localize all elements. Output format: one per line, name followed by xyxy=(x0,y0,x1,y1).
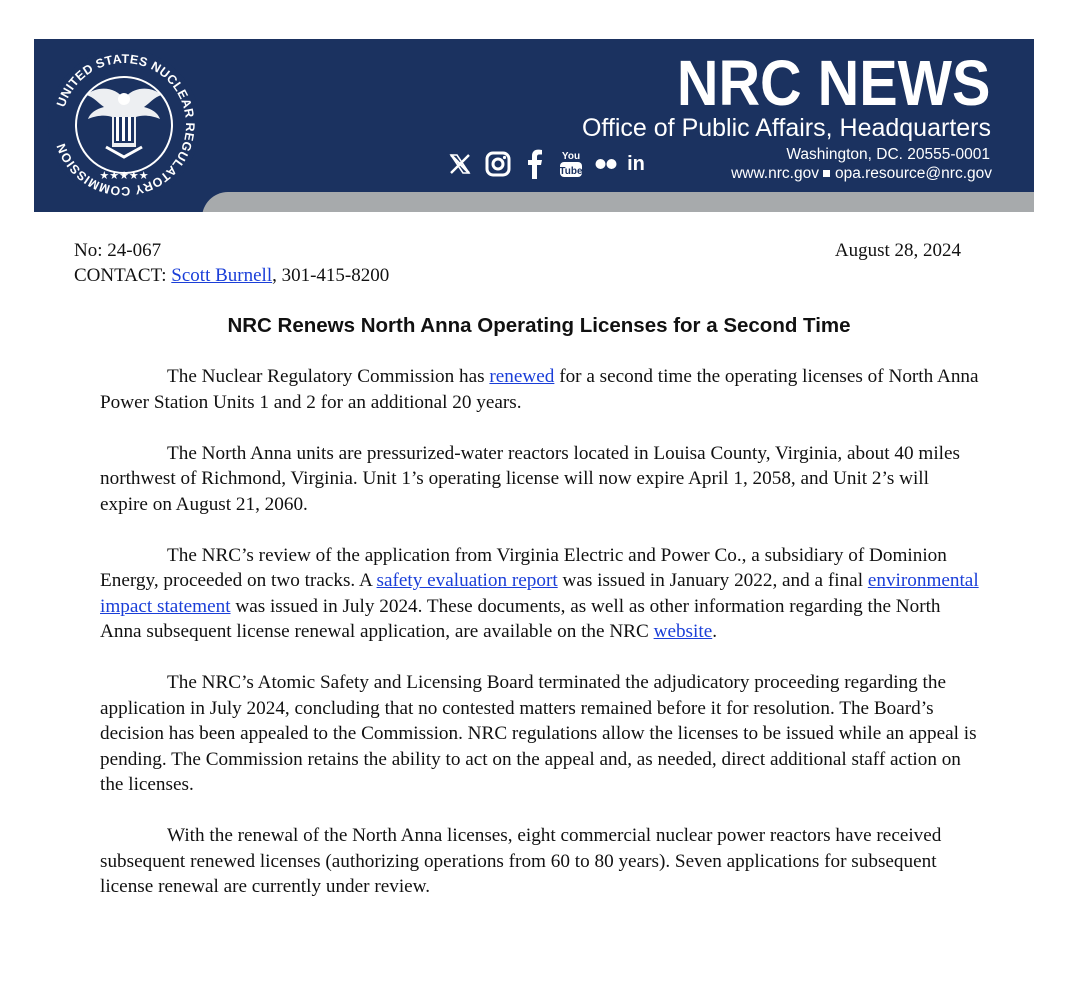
instagram-icon[interactable] xyxy=(478,149,518,179)
brand-contact-line xyxy=(731,165,992,183)
paragraph-1 xyxy=(100,364,980,415)
brand-subtitle: Office of Public Affairs, Headquarters xyxy=(581,114,991,142)
paragraph-4: The NRC’s Atomic Safety and Licensing Board terminated the adjudicatory proceeding regarding the application in July 2024, concluding that no contested matters remained before it for resolution. The Board’s decision has been appealed to the Commission. NRC regulations allow the licenses to be issued while an appeal is pending. The Commission retains the ability to act on the appeal and, as needed, direct additional staff action on the licenses. xyxy=(100,672,977,795)
linkedin-icon[interactable]: in xyxy=(627,152,645,175)
contact-label: CONTACT: xyxy=(74,265,167,286)
svg-text:Tube: Tube xyxy=(559,166,583,177)
brand-title: NRC NEWS xyxy=(676,47,990,119)
paragraph-text: for a second time the operating licenses of North Anna Power Station Units 1 and 2 for an additional 20 years. xyxy=(100,366,979,413)
paragraph-text: The Nuclear Regulatory Commission has xyxy=(167,366,490,387)
banner-band xyxy=(202,192,1034,212)
headline: NRC Renews North Anna Operating Licenses for a Second Time xyxy=(227,314,851,337)
brand-address: Washington, DC. 20555-0001 xyxy=(786,146,990,163)
separator-square xyxy=(823,170,830,177)
paragraph-2: The North Anna units are pressurized-water reactors located in Louisa County, Virginia, about 40 miles northwest of Richmond, Virginia. Unit 1’s operating license will now expire April 1, 2058, and Unit 2’s will expire on August 21, 2060. xyxy=(100,442,960,515)
paragraph-text: The NRC’s review of the application from Virginia Electric and Power Co., a subsidiary of Dominion Energy, proceeded on two tracks. A xyxy=(100,544,947,591)
svg-text:★★★★★: ★★★★★ xyxy=(99,169,149,182)
facebook-icon[interactable] xyxy=(518,149,552,179)
release-number: No: 24-067 xyxy=(74,240,162,261)
release-date: August 28, 2024 xyxy=(834,240,961,261)
x-icon[interactable] xyxy=(442,149,478,179)
renewed-link[interactable]: renewed xyxy=(489,366,555,387)
email-link[interactable]: opa.resource@nrc.gov xyxy=(834,165,992,182)
flickr-icon[interactable] xyxy=(590,149,622,179)
environmental-impact-statement-link[interactable]: environmental impact statement xyxy=(100,570,979,617)
header-banner xyxy=(34,39,1034,212)
paragraph-3 xyxy=(100,543,980,645)
paragraph-text: . xyxy=(712,621,718,642)
contact-name-link[interactable]: Scott Burnell xyxy=(171,265,273,286)
svg-text:You: You xyxy=(561,151,581,162)
paragraph-text: was issued in January 2022, and a final xyxy=(557,570,868,591)
website-link[interactable]: www.nrc.gov xyxy=(731,165,819,182)
article-body xyxy=(100,364,980,925)
youtube-icon[interactable] xyxy=(552,149,590,179)
paragraph-5: With the renewal of the North Anna licenses, eight commercial nuclear power reactors have received subsequent renewed licenses (authorizing operations from 60 to 80 years). Seven applications for subsequent license renewal are currently under review. xyxy=(100,825,942,897)
paragraph-text: was issued in July 2024. These documents, as well as other information regarding the North Anna subsequent license renewal application, are available on the NRC xyxy=(100,595,941,642)
contact-phone: , 301-415-8200 xyxy=(272,265,390,286)
svg-text:UNITED STATES NUCLEAR REGULATO: UNITED STATES NUCLEAR REGULATORY COMMISSION xyxy=(53,51,198,199)
contact-line xyxy=(74,263,389,289)
website-link[interactable]: website xyxy=(653,621,713,642)
social-icons xyxy=(442,149,650,179)
nrc-seal-logo xyxy=(46,47,202,203)
safety-evaluation-report-link[interactable]: safety evaluation report xyxy=(376,570,558,591)
